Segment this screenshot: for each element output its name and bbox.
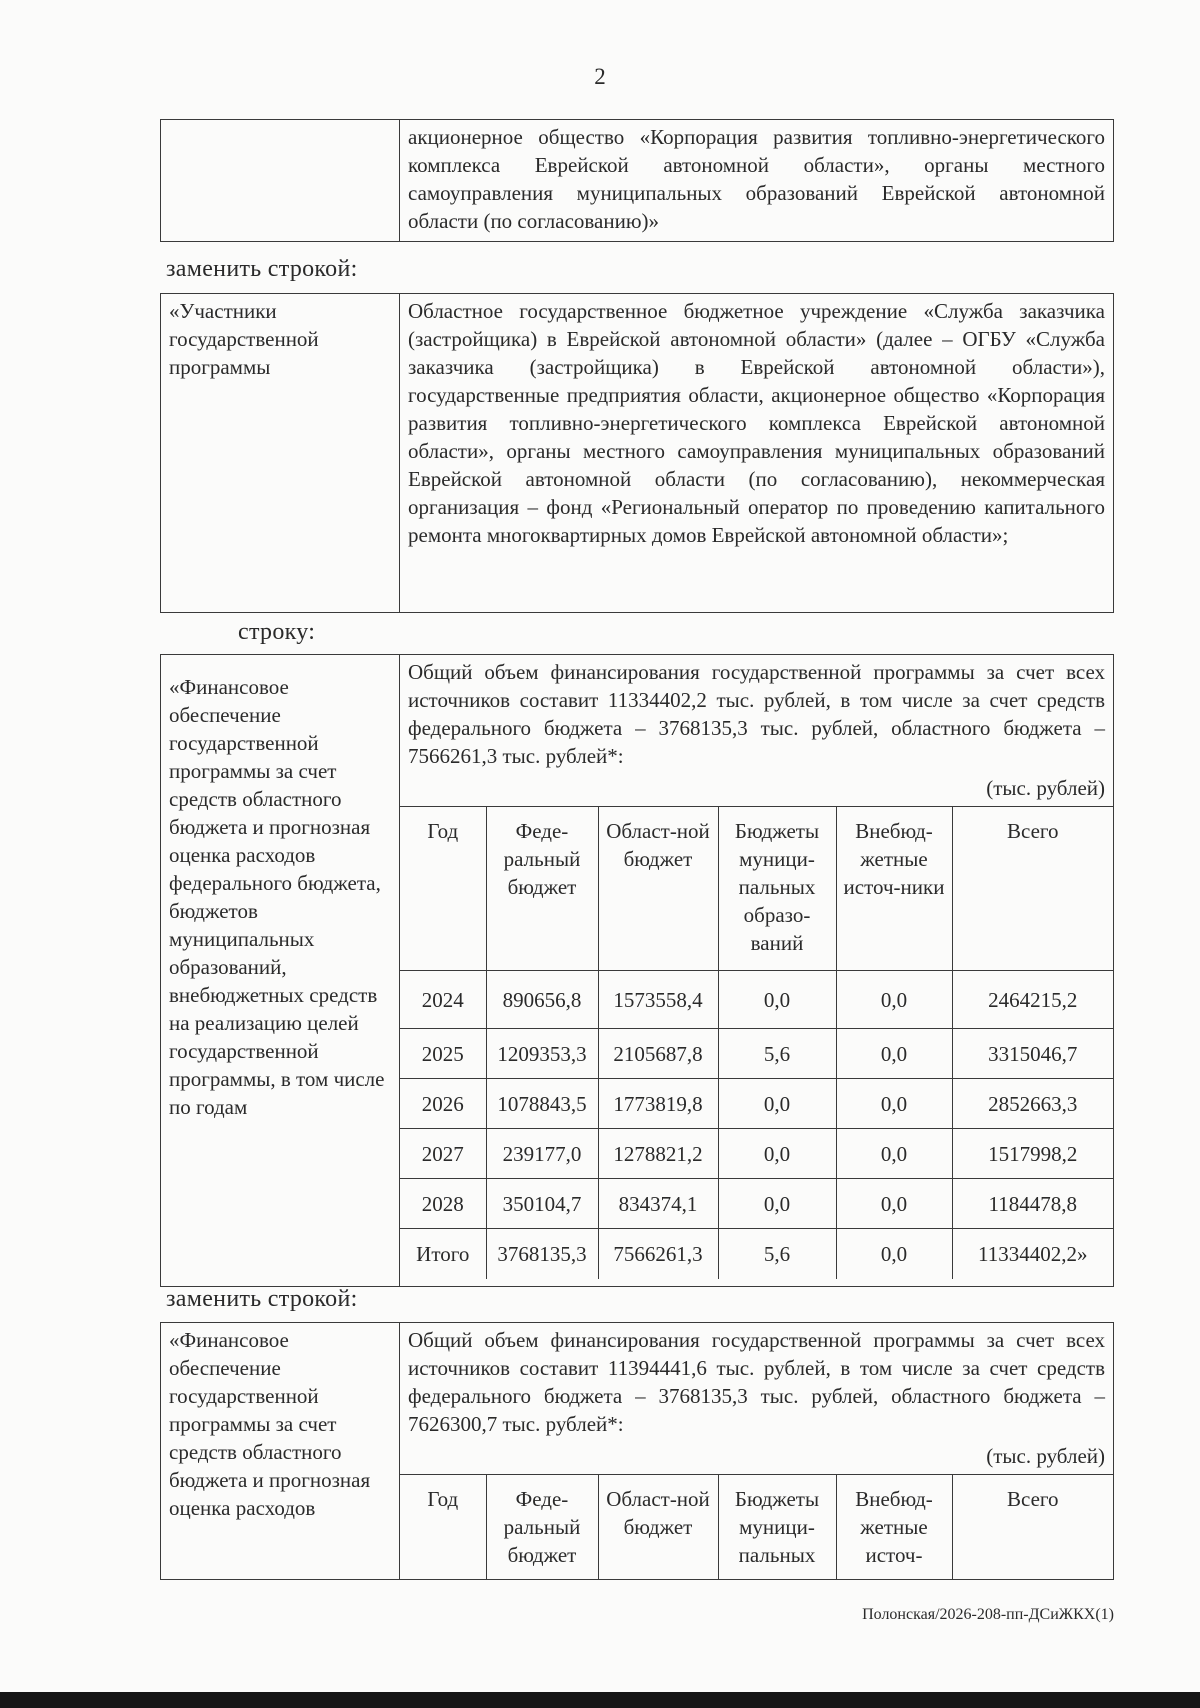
cell-municipal: 0,0 <box>718 1129 836 1179</box>
table-row <box>400 1129 1113 1179</box>
col-header-municipal: Бюджеты муници-пальных <box>718 1475 836 1579</box>
col-header-extrabudget: Внебюд-жетные источ- <box>836 1475 952 1579</box>
cell-municipal: 0,0 <box>718 1179 836 1229</box>
block4-unit: (тыс. рублей) <box>986 1444 1105 1468</box>
table-block-4 <box>160 1322 1114 1580</box>
cell-extrabudget: 0,0 <box>836 1129 952 1179</box>
table-block-3 <box>160 654 1114 1287</box>
block3-unit: (тыс. рублей) <box>986 776 1105 800</box>
finance-table-2 <box>400 1474 1113 1579</box>
table-row <box>400 1179 1113 1229</box>
cell-year: 2024 <box>400 971 486 1029</box>
block3-label: «Финансовое обеспечение государственной программы за счет средств областного бюджета и прогнозная оценка расходов федерального бюджета, бюджетов муниципальных образований, внебюджетных средств на реализацию целей государственной программы, в том числе по годам <box>161 655 400 1287</box>
cell-extrabudget: 0,0 <box>836 1179 952 1229</box>
col-header-federal: Феде-ральный бюджет <box>486 807 598 971</box>
document-code: Полонская/2026-208-пп-ДСиЖКХ(1) <box>862 1606 1114 1623</box>
cell-regional: 1278821,2 <box>598 1129 718 1179</box>
col-header-federal: Феде-ральный бюджет <box>486 1475 598 1579</box>
block1-text: акционерное общество «Корпорация развития топливно-энергетического комплекса Еврейской автономной области», органы местного самоуправления муниципальных образований Еврейской автономной области (по согласованию)» <box>400 120 1114 242</box>
cell-regional: 834374,1 <box>598 1179 718 1229</box>
scan-edge-bar <box>0 1692 1200 1708</box>
block3-content <box>400 655 1114 1287</box>
block4-content <box>400 1323 1114 1580</box>
cell-total: 3315046,7 <box>952 1029 1113 1079</box>
phrase-line: строку: <box>238 619 316 645</box>
col-header-regional: Област-ной бюджет <box>598 807 718 971</box>
col-header-year: Год <box>400 807 486 971</box>
cell-municipal: 5,6 <box>718 1029 836 1079</box>
cell-year: 2028 <box>400 1179 486 1229</box>
cell-total: 1517998,2 <box>952 1129 1113 1179</box>
cell-federal: 239177,0 <box>486 1129 598 1179</box>
table-row <box>400 1029 1113 1079</box>
cell-regional: 1573558,4 <box>598 971 718 1029</box>
page-number: 2 <box>594 64 606 89</box>
cell-year: 2025 <box>400 1029 486 1079</box>
cell-extrabudget: 0,0 <box>836 1229 952 1279</box>
col-header-regional: Област-ной бюджет <box>598 1475 718 1579</box>
table-row <box>400 1079 1113 1129</box>
cell-total: 11334402,2» <box>952 1229 1113 1279</box>
cell-federal: 1078843,5 <box>486 1079 598 1129</box>
replace-phrase-2: заменить строкой: <box>166 1286 358 1312</box>
cell-municipal: 5,6 <box>718 1229 836 1279</box>
finance-header-row <box>400 807 1113 971</box>
block2-text: Областное государственное бюджетное учреждение «Служба заказчика (застройщика) в Еврейской автономной области» (далее – ОГБУ «Служба заказчика (застройщика) в Еврейской автономной области»), государственные предприятия области, акционерное общество «Корпорация развития топливно-энергетического комплекса Еврейской автономной области», органы местного самоуправления муниципальных образований Еврейской автономной области (по согласованию), некоммерческая организация – фонд «Региональный оператор по проведению капитального ремонта многоквартирных домов Еврейской автономной области»; <box>400 294 1114 613</box>
block4-text: Общий объем финансирования государственной программы за счет всех источников составит 11394441,6 тыс. рублей, в том числе за счет средств федерального бюджета – 3768135,3 тыс. рублей, областного бюджета – 7626300,7 тыс. рублей*: <box>408 1328 1105 1436</box>
cell-municipal: 0,0 <box>718 971 836 1029</box>
cell-total: 2464215,2 <box>952 971 1113 1029</box>
empty-label-cell <box>161 120 400 242</box>
col-header-extrabudget: Внебюд-жетные источ-ники <box>836 807 952 971</box>
col-header-total: Всего <box>952 1475 1113 1579</box>
cell-regional: 2105687,8 <box>598 1029 718 1079</box>
cell-year: 2026 <box>400 1079 486 1129</box>
replace-phrase-1: заменить строкой: <box>166 256 358 282</box>
col-header-municipal: Бюджеты муници-пальных образо-ваний <box>718 807 836 971</box>
cell-regional: 7566261,3 <box>598 1229 718 1279</box>
cell-municipal: 0,0 <box>718 1079 836 1129</box>
cell-federal: 1209353,3 <box>486 1029 598 1079</box>
cell-federal: 3768135,3 <box>486 1229 598 1279</box>
cell-year: Итого <box>400 1229 486 1279</box>
cell-year: 2027 <box>400 1129 486 1179</box>
cell-federal: 890656,8 <box>486 971 598 1029</box>
cell-federal: 350104,7 <box>486 1179 598 1229</box>
cell-total: 2852663,3 <box>952 1079 1113 1129</box>
cell-extrabudget: 0,0 <box>836 971 952 1029</box>
cell-total: 1184478,8 <box>952 1179 1113 1229</box>
col-header-year: Год <box>400 1475 486 1579</box>
table-block-2 <box>160 293 1114 613</box>
table-block-1 <box>160 119 1114 242</box>
finance-table-1 <box>400 806 1113 1279</box>
block2-label: «Участники государственной программы <box>161 294 400 613</box>
block3-text: Общий объем финансирования государственной программы за счет всех источников составит 11334402,2 тыс. рублей, в том числе за счет средств федерального бюджета – 3768135,3 тыс. рублей, областного бюджета – 7566261,3 тыс. рублей*: <box>408 660 1105 768</box>
cell-extrabudget: 0,0 <box>836 1029 952 1079</box>
cell-extrabudget: 0,0 <box>836 1079 952 1129</box>
block4-label: «Финансовое обеспечение государственной программы за счет средств областного бюджета и прогнозная оценка расходов <box>161 1323 400 1580</box>
table-row <box>400 1229 1113 1279</box>
finance-header-row <box>400 1475 1113 1579</box>
table-row <box>400 971 1113 1029</box>
cell-regional: 1773819,8 <box>598 1079 718 1129</box>
col-header-total: Всего <box>952 807 1113 971</box>
